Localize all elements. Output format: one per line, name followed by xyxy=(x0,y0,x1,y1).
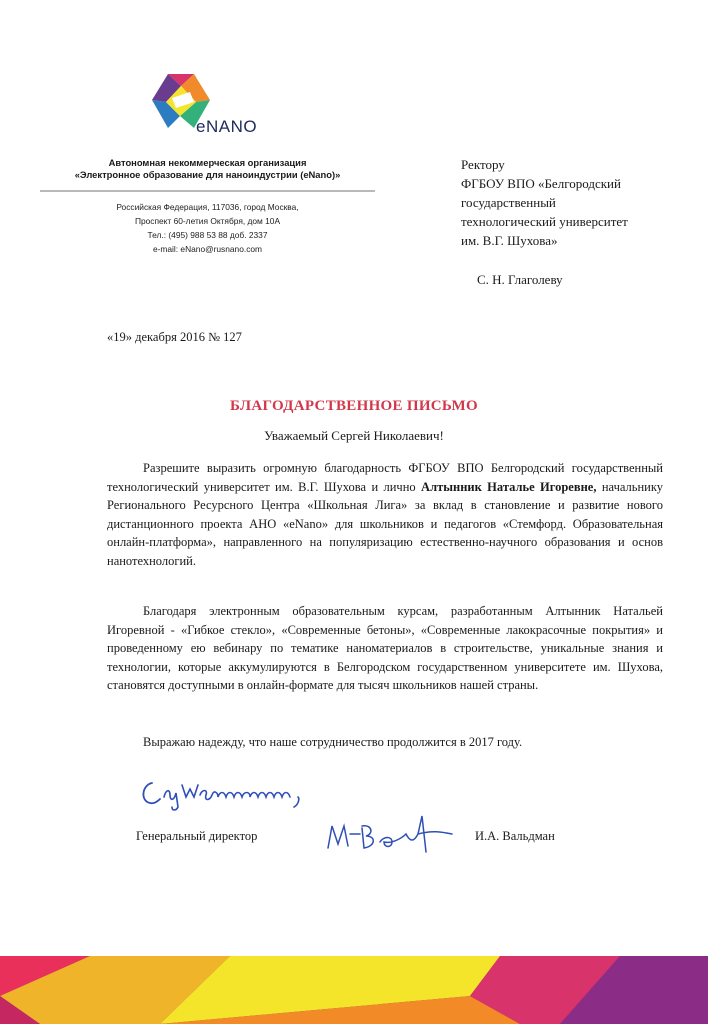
divider xyxy=(40,190,375,192)
org-header xyxy=(40,157,375,256)
signatory-name: И.А. Вальдман xyxy=(475,829,555,843)
brand-wordmark: eNANO xyxy=(196,117,258,136)
org-contacts xyxy=(40,200,375,256)
body-paragraph-1 xyxy=(107,459,663,571)
recipient-line3: государственный xyxy=(461,195,556,210)
org-address-line1: Российская Федерация, 117036, город Москва, xyxy=(116,202,299,212)
recipient-name: С. Н. Глаголеву xyxy=(477,272,563,287)
org-name xyxy=(40,157,375,181)
p3-text: Выражаю надежду, что наше сотрудничество продолжится в 2017 году. xyxy=(143,735,523,749)
recipient-block xyxy=(461,155,681,250)
org-name-line2: «Электронное образование для наноиндустрии (eNano)» xyxy=(74,169,341,180)
salutation: Уважаемый Сергей Николаевич! xyxy=(264,428,444,443)
org-address-line2: Проспект 60-летия Октября, дом 10А xyxy=(134,216,281,226)
p1-end: начальнику Регионального Ресурсного Центра «Школьная Лига» за вклад в становление и развитие нового дистанционного проекта АНО «eNano» для школьников и педагогов «Стемфорд. Образовательная онлайн-платформа», направленного на популяризацию естественно-научного образования и основ нанотехнологий. xyxy=(107,479,664,568)
recipient-line4: технологический университет xyxy=(461,214,628,229)
date-number: «19» декабря 2016 № 127 xyxy=(107,330,242,344)
recipient-line5: им. В.Г. Шухова» xyxy=(461,233,558,248)
body-paragraph-2 xyxy=(107,602,663,695)
org-email: e-mail: eNano@rusnano.com xyxy=(152,244,263,254)
recipient-line1: Ректору xyxy=(461,157,505,172)
p1-start: Разрешите выразить огромную благодарность ФГБОУ ВПО Белгородский государственный технологический университет им. В.Г. Шухова и лично xyxy=(107,461,663,494)
signature-image xyxy=(322,812,462,862)
handwritten-closing xyxy=(140,775,315,815)
document-title: БЛАГОДАРСТВЕННОЕ ПИСЬМО xyxy=(230,398,478,414)
recipient-line2: ФГБОУ ВПО «Белгородский xyxy=(461,176,621,191)
signatory-role: Генеральный директор xyxy=(136,829,258,843)
org-name-line1: Автономная некоммерческая организация xyxy=(108,157,307,168)
body-paragraph-3 xyxy=(107,733,663,752)
p2-text: Благодаря электронным образовательным курсам, разработанным Алтынник Натальей Игоревной - «Гибкое стекло», «Современные бетоны», «Современные лакокрасочные покрытия» и проведенному ею вебинару по тематике наноматериалов в строительстве, уникальные знания и технологии, которые аккумулируются в Белгородском государственном университете им. Шухова, становятся доступными в онлайн-формате для тысяч школьников нашей страны. xyxy=(107,604,663,693)
footer-color-band xyxy=(0,956,708,1024)
p1-bold-name: Алтынник Наталье Игоревне, xyxy=(421,479,597,494)
org-phone: Тел.: (495) 988 53 88 доб. 2337 xyxy=(147,230,268,240)
